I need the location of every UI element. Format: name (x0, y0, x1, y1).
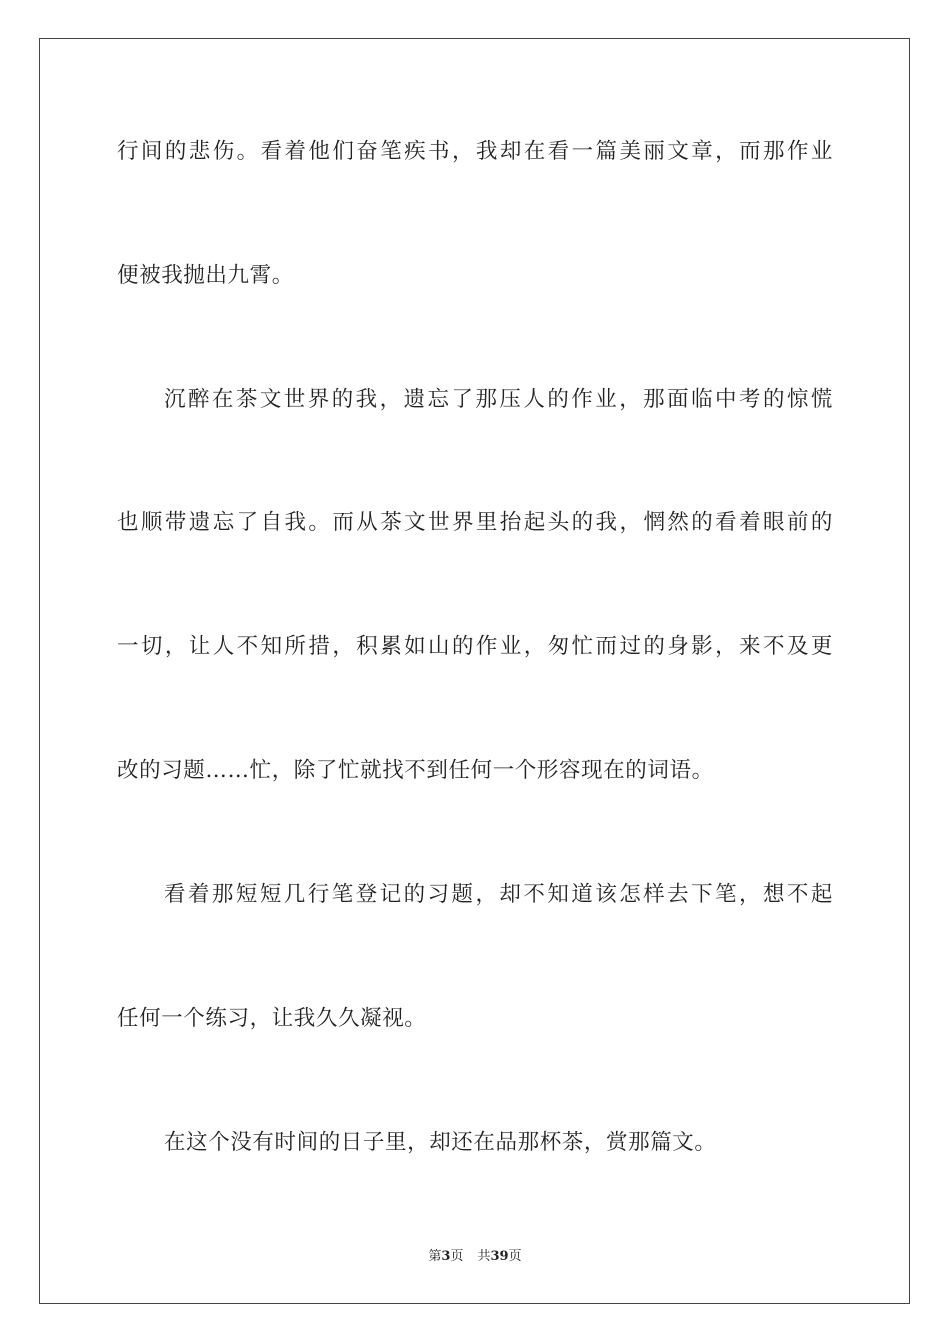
text-line-7: 看着那短短几行笔登记的习题，却不知道该怎样去下笔，想不起 (164, 882, 833, 907)
text-line-1: 行间的悲伤。看着他们奋笔疾书，我却在看一篇美丽文章，而那作业 (117, 139, 833, 164)
page-suffix: 页 (450, 1249, 464, 1264)
text-line-2: 便被我抛出九霄。 (117, 263, 294, 288)
text-line-3: 沉醉在茶文世界的我，遗忘了那压人的作业，那面临中考的惊慌 (164, 387, 833, 412)
text-line-9: 在这个没有时间的日子里，却还在品那杯茶，赏那篇文。 (164, 1130, 717, 1155)
total-suffix: 页 (508, 1249, 522, 1264)
text-line-8: 任何一个练习，让我久久凝视。 (117, 1006, 427, 1031)
total-pages: 39 (490, 1249, 509, 1264)
page-number: 3 (441, 1249, 451, 1264)
text-line-4: 也顺带遗忘了自我。而从茶文世界里抬起头的我，惘然的看着眼前的 (117, 510, 833, 535)
text-line-5: 一切，让人不知所措，积累如山的作业，匆忙而过的身影，来不及更 (117, 634, 833, 659)
page-frame (39, 38, 910, 1304)
page-footer (0, 1248, 950, 1266)
total-prefix: 共 (477, 1249, 491, 1264)
text-line-6: 改的习题……忙，除了忙就找不到任何一个形容现在的词语。 (117, 758, 714, 783)
page-prefix: 第 (428, 1249, 442, 1264)
